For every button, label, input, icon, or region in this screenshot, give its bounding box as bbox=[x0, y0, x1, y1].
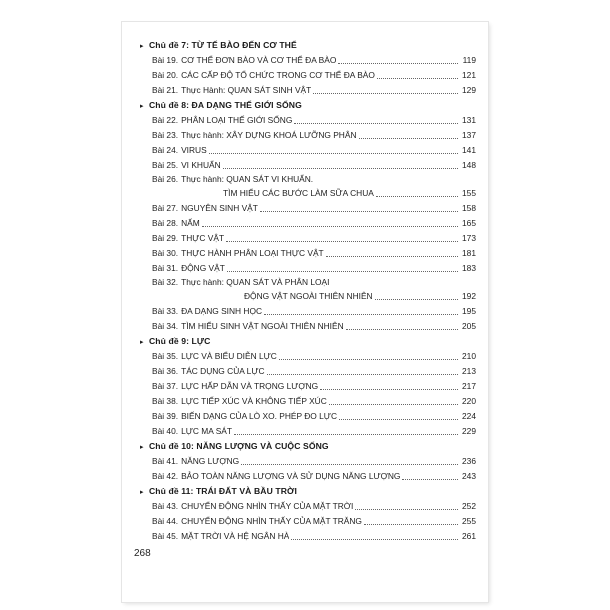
lesson-page-number: 158 bbox=[462, 203, 476, 213]
lesson-number: Bài 25. bbox=[152, 160, 179, 170]
lesson-title: VI KHUẨN bbox=[181, 160, 221, 170]
lesson-number: Bài 20. bbox=[152, 70, 179, 80]
toc-entry bbox=[140, 216, 476, 231]
toc-entry bbox=[140, 246, 476, 261]
lesson-title: ĐA DẠNG SINH HỌC bbox=[181, 306, 263, 316]
toc-entry-line2 bbox=[140, 288, 476, 304]
lesson-number: Bài 28. bbox=[152, 218, 179, 228]
lesson-page-number: 224 bbox=[462, 411, 476, 421]
dot-leader bbox=[264, 314, 458, 315]
lesson-title: MẶT TRỜI VÀ HỆ NGÂN HÀ bbox=[181, 531, 290, 541]
lesson-number: Bài 45. bbox=[152, 531, 179, 541]
lesson-number: Bài 32. bbox=[152, 277, 179, 287]
lesson-title-continued: TÌM HIỂU CÁC BƯỚC LÀM SỮA CHUA bbox=[223, 188, 374, 198]
dot-leader bbox=[234, 434, 458, 435]
lesson-page-number: 220 bbox=[462, 396, 476, 406]
topic-title: Chủ đề 10: NĂNG LƯỢNG VÀ CUỘC SỐNG bbox=[149, 441, 329, 451]
toc-entry-line1 bbox=[140, 276, 476, 288]
toc-entry bbox=[140, 499, 476, 514]
lesson-title: BẢO TOÀN NĂNG LƯỢNG VÀ SỬ DỤNG NĂNG LƯỢNG bbox=[181, 471, 401, 481]
toc-entry bbox=[140, 143, 476, 158]
topic-heading bbox=[140, 439, 476, 454]
page-number: 268 bbox=[134, 548, 151, 559]
topic-heading bbox=[140, 484, 476, 499]
lesson-title: LỰC VÀ BIỂU DIỄN LỰC bbox=[181, 351, 277, 361]
dot-leader bbox=[227, 271, 458, 272]
lesson-page-number: 195 bbox=[462, 306, 476, 316]
lesson-title: Thực hành: QUAN SÁT VI KHUẨN. bbox=[181, 174, 314, 184]
lesson-number: Bài 34. bbox=[152, 321, 179, 331]
triangle-bullet-icon: ▸ bbox=[140, 103, 144, 110]
lesson-number: Bài 31. bbox=[152, 263, 179, 273]
dot-leader bbox=[375, 299, 458, 300]
lesson-title: LỰC TIẾP XÚC VÀ KHÔNG TIẾP XÚC bbox=[181, 396, 327, 406]
toc-entry bbox=[140, 128, 476, 143]
lesson-page-number: 252 bbox=[462, 501, 476, 511]
lesson-title: TÁC DỤNG CỦA LỰC bbox=[181, 366, 265, 376]
toc-entry-line1 bbox=[140, 173, 476, 185]
lesson-page-number: 119 bbox=[462, 55, 476, 65]
lesson-title: CÁC CẤP ĐỘ TỔ CHỨC TRONG CƠ THỂ ĐA BÀO bbox=[181, 70, 375, 80]
toc-entry bbox=[140, 304, 476, 319]
topic-title: Chủ đề 11: TRÁI ĐẤT VÀ BẦU TRỜI bbox=[149, 486, 297, 496]
topic-heading bbox=[140, 334, 476, 349]
toc-entry bbox=[140, 53, 476, 68]
toc-entry bbox=[140, 364, 476, 379]
dot-leader bbox=[402, 479, 458, 480]
lesson-number: Bài 27. bbox=[152, 203, 179, 213]
lesson-page-number: 165 bbox=[462, 218, 476, 228]
toc-entry bbox=[140, 201, 476, 216]
toc-entry bbox=[140, 529, 476, 544]
lesson-page-number: 183 bbox=[462, 263, 476, 273]
lesson-number: Bài 41. bbox=[152, 456, 179, 466]
dot-leader bbox=[279, 359, 458, 360]
toc-entry bbox=[140, 319, 476, 334]
lesson-page-number: 261 bbox=[462, 531, 476, 541]
topic-title: Chủ đề 8: ĐA DẠNG THẾ GIỚI SỐNG bbox=[149, 100, 302, 110]
lesson-page-number: 121 bbox=[462, 70, 476, 80]
lesson-number: Bài 37. bbox=[152, 381, 179, 391]
topic-heading bbox=[140, 98, 476, 113]
triangle-bullet-icon: ▸ bbox=[140, 489, 144, 496]
dot-leader bbox=[291, 539, 458, 540]
dot-leader bbox=[346, 329, 458, 330]
dot-leader bbox=[226, 241, 458, 242]
lesson-number: Bài 24. bbox=[152, 145, 179, 155]
lesson-title: NĂNG LƯỢNG bbox=[181, 456, 240, 466]
toc-entry bbox=[140, 113, 476, 128]
lesson-title: THỰC VẬT bbox=[181, 233, 225, 243]
dot-leader bbox=[260, 211, 458, 212]
dot-leader bbox=[359, 138, 459, 139]
dot-leader bbox=[329, 404, 458, 405]
lesson-title: BIẾN DẠNG CỦA LÒ XO. PHÉP ĐO LỰC bbox=[181, 411, 338, 421]
lesson-page-number: 243 bbox=[462, 471, 476, 481]
lesson-page-number: 217 bbox=[462, 381, 476, 391]
dot-leader bbox=[209, 153, 458, 154]
lesson-number: Bài 35. bbox=[152, 351, 179, 361]
lesson-number: Bài 23. bbox=[152, 130, 179, 140]
lesson-number: Bài 36. bbox=[152, 366, 179, 376]
lesson-page-number: 137 bbox=[462, 130, 476, 140]
toc-entry bbox=[140, 409, 476, 424]
lesson-title: Thực hành: XÂY DỰNG KHOÁ LƯỠNG PHÂN bbox=[181, 130, 357, 140]
toc-entry bbox=[140, 454, 476, 469]
lesson-number: Bài 33. bbox=[152, 306, 179, 316]
dot-leader bbox=[339, 419, 458, 420]
lesson-title: NGUYÊN SINH VẬT bbox=[181, 203, 258, 213]
lesson-title: Thực Hành: QUAN SÁT SINH VẬT bbox=[181, 85, 312, 95]
toc-entry bbox=[140, 424, 476, 439]
triangle-bullet-icon: ▸ bbox=[140, 339, 144, 346]
lesson-title: LỰC HẤP DẪN VÀ TRỌNG LƯỢNG bbox=[181, 381, 319, 391]
toc-entry bbox=[140, 379, 476, 394]
lesson-title: NẤM bbox=[181, 218, 200, 228]
lesson-page-number: 131 bbox=[462, 115, 476, 125]
dot-leader bbox=[267, 374, 458, 375]
toc-entry bbox=[140, 261, 476, 276]
toc-entry bbox=[140, 349, 476, 364]
toc-entry-line2 bbox=[140, 185, 476, 201]
lesson-page-number: 192 bbox=[462, 291, 476, 301]
lesson-page-number: 210 bbox=[462, 351, 476, 361]
lesson-title: CHUYỂN ĐỘNG NHÌN THẤY CỦA MẶT TRỜI bbox=[181, 501, 354, 511]
topic-heading bbox=[140, 38, 476, 53]
lesson-title: PHÂN LOẠI THẾ GIỚI SỐNG bbox=[181, 115, 293, 125]
toc-entry bbox=[140, 158, 476, 173]
toc-entry bbox=[140, 514, 476, 529]
lesson-number: Bài 39. bbox=[152, 411, 179, 421]
lesson-number: Bài 21. bbox=[152, 85, 179, 95]
dot-leader bbox=[320, 389, 458, 390]
lesson-page-number: 181 bbox=[462, 248, 476, 258]
dot-leader bbox=[223, 168, 458, 169]
lesson-title-continued: ĐỘNG VẬT NGOÀI THIÊN NHIÊN bbox=[244, 291, 373, 301]
lesson-number: Bài 42. bbox=[152, 471, 179, 481]
lesson-number: Bài 40. bbox=[152, 426, 179, 436]
lesson-page-number: 129 bbox=[462, 85, 476, 95]
lesson-number: Bài 43. bbox=[152, 501, 179, 511]
lesson-page-number: 148 bbox=[462, 160, 476, 170]
dot-leader bbox=[202, 226, 458, 227]
lesson-title: Thực hành: QUAN SÁT VÀ PHÂN LOẠI bbox=[181, 277, 330, 287]
lesson-number: Bài 38. bbox=[152, 396, 179, 406]
lesson-title: THỰC HÀNH PHÂN LOẠI THỰC VẬT bbox=[181, 248, 324, 258]
table-of-contents bbox=[140, 38, 476, 544]
lesson-page-number: 205 bbox=[462, 321, 476, 331]
lesson-title: TÌM HIỂU SINH VẬT NGOÀI THIÊN NHIÊN bbox=[181, 321, 344, 331]
topic-title: Chủ đề 7: TỪ TẾ BÀO ĐẾN CƠ THỂ bbox=[149, 40, 297, 50]
lesson-number: Bài 30. bbox=[152, 248, 179, 258]
lesson-title: VIRUS bbox=[181, 145, 207, 155]
lesson-page-number: 141 bbox=[462, 145, 476, 155]
lesson-number: Bài 26. bbox=[152, 174, 179, 184]
lesson-title: ĐỘNG VẬT bbox=[181, 263, 225, 273]
dot-leader bbox=[364, 524, 458, 525]
dot-leader bbox=[338, 63, 458, 64]
dot-leader bbox=[294, 123, 458, 124]
dot-leader bbox=[377, 78, 458, 79]
dot-leader bbox=[241, 464, 458, 465]
toc-entry bbox=[140, 469, 476, 484]
lesson-page-number: 173 bbox=[462, 233, 476, 243]
lesson-page-number: 155 bbox=[462, 188, 476, 198]
dot-leader bbox=[376, 196, 458, 197]
dot-leader bbox=[355, 509, 458, 510]
lesson-number: Bài 22. bbox=[152, 115, 179, 125]
toc-entry bbox=[140, 231, 476, 246]
lesson-title: LỰC MA SÁT bbox=[181, 426, 232, 436]
lesson-number: Bài 19. bbox=[152, 55, 179, 65]
lesson-page-number: 229 bbox=[462, 426, 476, 436]
triangle-bullet-icon: ▸ bbox=[140, 444, 144, 451]
lesson-title: CHUYỂN ĐỘNG NHÌN THẤY CỦA MẶT TRĂNG bbox=[181, 516, 362, 526]
lesson-page-number: 236 bbox=[462, 456, 476, 466]
dot-leader bbox=[313, 93, 458, 94]
topic-title: Chủ đề 9: LỰC bbox=[149, 336, 211, 346]
triangle-bullet-icon: ▸ bbox=[140, 43, 144, 50]
lesson-page-number: 255 bbox=[462, 516, 476, 526]
toc-entry bbox=[140, 394, 476, 409]
dot-leader bbox=[326, 256, 458, 257]
toc-entry bbox=[140, 83, 476, 98]
toc-entry bbox=[140, 68, 476, 83]
lesson-number: Bài 29. bbox=[152, 233, 179, 243]
lesson-number: Bài 44. bbox=[152, 516, 179, 526]
lesson-title: CƠ THỂ ĐƠN BÀO VÀ CƠ THỂ ĐA BÀO bbox=[181, 55, 337, 65]
lesson-page-number: 213 bbox=[462, 366, 476, 376]
